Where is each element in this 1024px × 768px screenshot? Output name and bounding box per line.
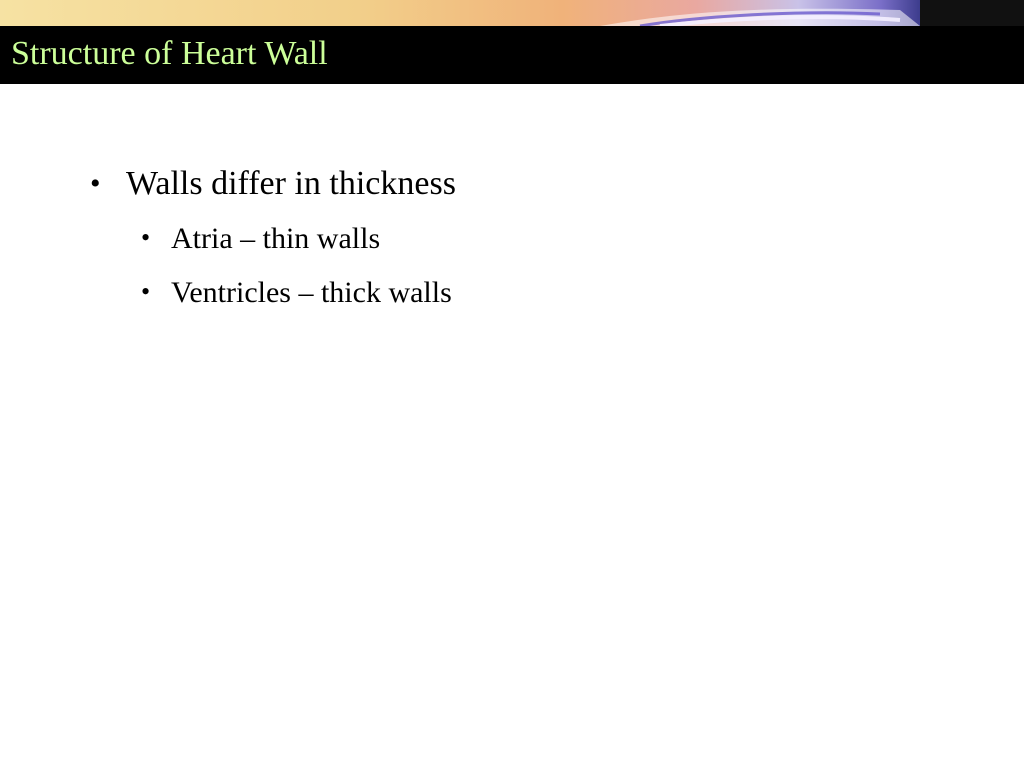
bullet-dot: • xyxy=(90,167,101,200)
bullet-dot: • xyxy=(141,277,151,306)
bullet-text: Walls differ in thickness xyxy=(126,165,456,202)
slide-title: Structure of Heart Wall xyxy=(11,35,328,72)
sub-bullet-text: Ventricles – thick walls xyxy=(171,276,452,309)
bullet-dot: • xyxy=(141,223,151,252)
sub-bullet-text: Atria – thin walls xyxy=(171,222,381,255)
